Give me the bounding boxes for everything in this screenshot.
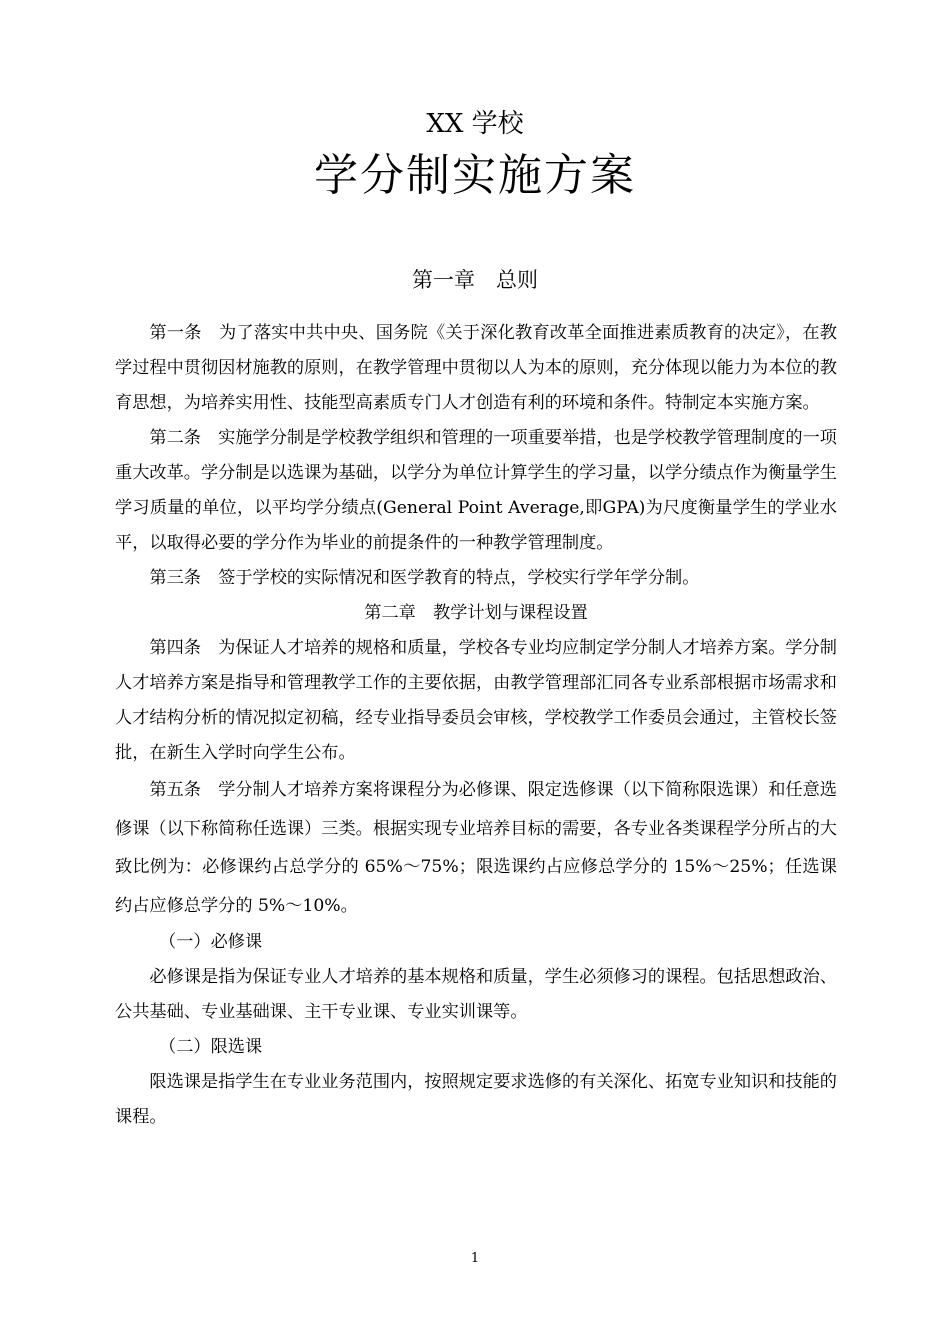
document-title: 学分制实施方案: [314, 150, 636, 201]
article-5: 第五条 学分制人才培养方案将课程分为必修课、限定选修课（以下简称限选课）和任意选修课（以下称简称任选课）三类。根据实现专业培养目标的需要，各专业各类课程学分所占的大致比例为：必修课约占总学分的 65%～75%；限选课约占应修总学分的 15%～25%；任选课约占应修总学分的 5%～10%。: [115, 780, 837, 916]
page-number: 1: [470, 1251, 480, 1266]
section-2-text: 限选课是指学生在专业业务范围内，按照规定要求选修的有关深化、拓宽专业知识和技能的课程。: [115, 1072, 837, 1127]
school-name: XX 学校: [426, 109, 524, 139]
chapter-2-heading: 第二章 教学计划与课程设置: [364, 603, 588, 623]
document-body: [115, 316, 837, 1135]
chapter-1-heading: 第一章 总则: [412, 268, 538, 292]
article-3: 第三条 签于学校的实际情况和医学教育的特点，学校实行学年学分制。: [149, 568, 700, 588]
section-1-text: 必修课是指为保证专业人才培养的基本规格和质量，学生必须修习的课程。包括思想政治、公共基础、专业基础课、主干专业课、专业实训课等。: [115, 967, 837, 1022]
section-1-heading: （一）必修课: [159, 932, 263, 952]
article-1: 第一条 为了落实中共中央、国务院《关于深化教育改革全面推进素质教育的决定》，在教学过程中贯彻因材施教的原则，在教学管理中贯彻以人为本的原则，充分体现以能力为本位的教育思想，为培养实用性、技能型高素质专门人才创造有利的环境和条件。特制定本实施方案。: [115, 323, 837, 413]
article-2: 第二条 实施学分制是学校教学组织和管理的一项重要举措，也是学校教学管理制度的一项重大改革。学分制是以选课为基础，以学分为单位计算学生的学习量，以学分绩点作为衡量学生学习质量的单位，以平均学分绩点(General Point Average,即GPA)为尺度衡量学生的学业水平，以取得必要的学分作为毕业的前提条件的一种教学管理制度。: [115, 428, 837, 553]
section-2-heading: （二）限选课: [159, 1037, 263, 1057]
article-4: 第四条 为保证人才培养的规格和质量，学校各专业均应制定学分制人才培养方案。学分制人才培养方案是指导和管理教学工作的主要依据，由教学管理部汇同各专业系部根据市场需求和人才结构分析的情况拟定初稿，经专业指导委员会审核，学校教学工作委员会通过，主管校长签批，在新生入学时向学生公布。: [115, 638, 837, 763]
